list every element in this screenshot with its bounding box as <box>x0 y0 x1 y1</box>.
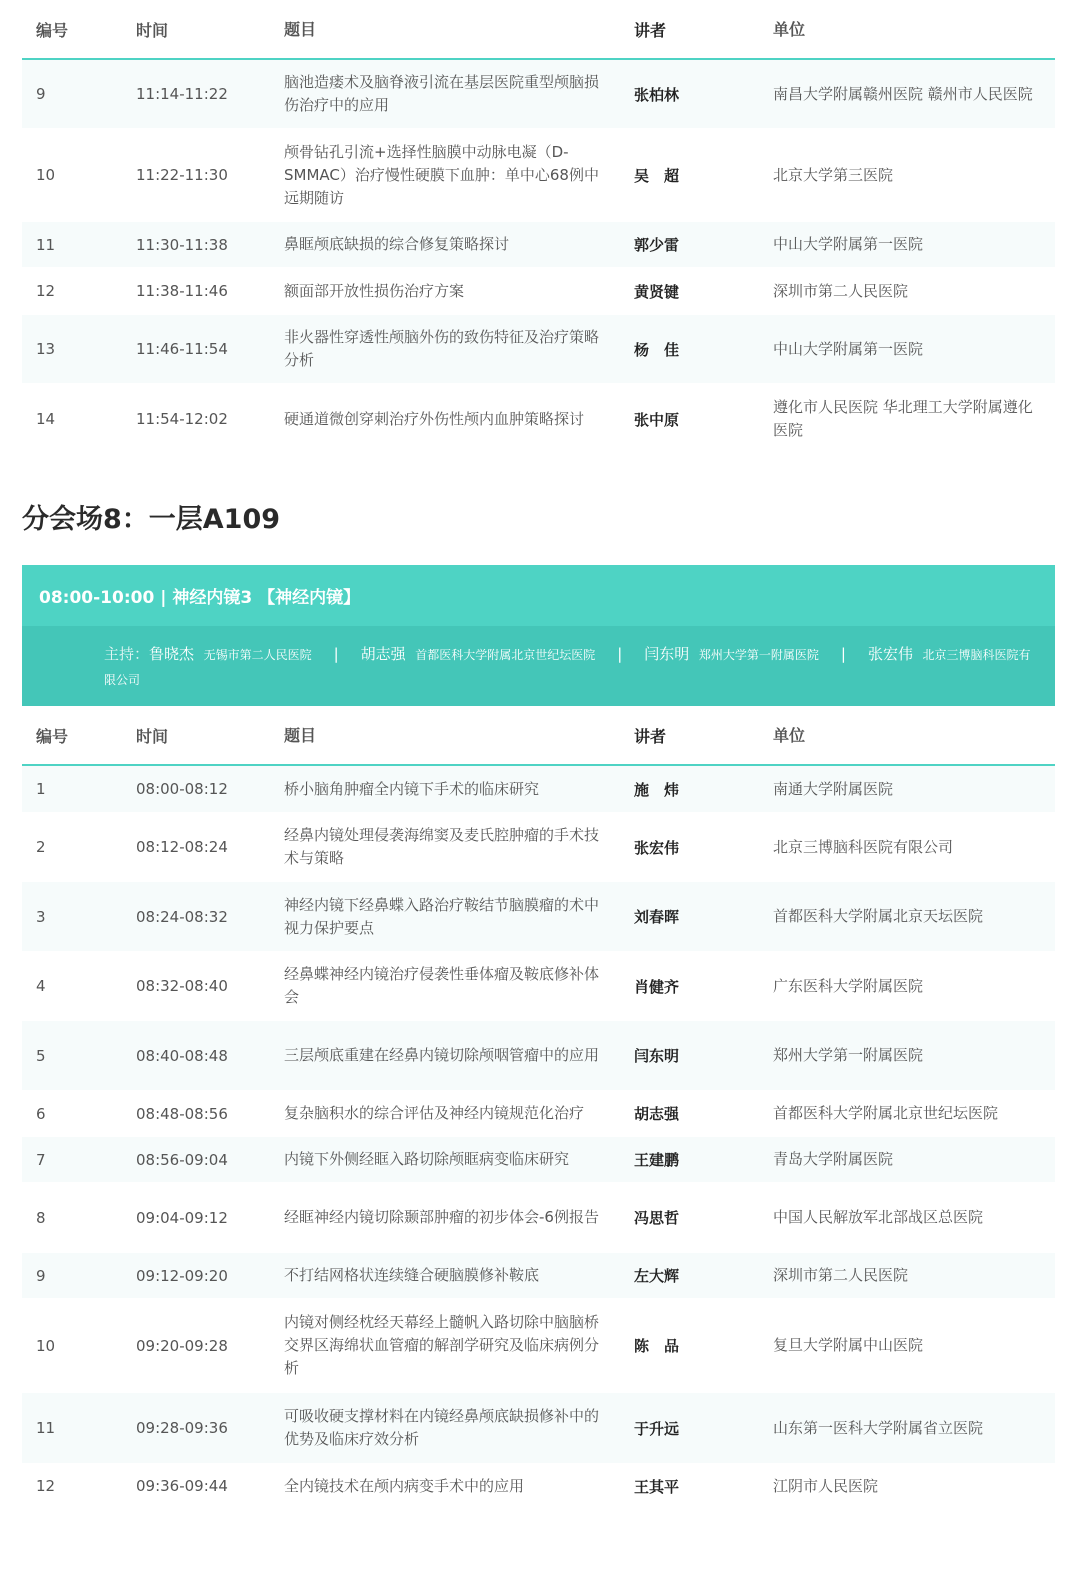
row-org: 南通大学附属医院 <box>773 779 894 798</box>
table-row <box>22 951 1055 1021</box>
row-title: 可吸收硬支撑材料在内镜经鼻颅底缺损修补中的优势及临床疗效分析 <box>284 1407 600 1448</box>
header-org: 单位 <box>773 19 806 39</box>
row-org: 遵化市人民医院 华北理工大学附属遵化医院 <box>773 398 1033 439</box>
row-title: 内镜对侧经枕经天幕经上髓帆入路切除中脑脑桥交界区海绵状血管瘤的解剖学研究及临床病例分析 <box>284 1313 600 1377</box>
table-row <box>22 1090 1055 1137</box>
row-speaker: 刘春晖 <box>634 908 680 926</box>
row-time: 08:56-09:04 <box>136 1150 228 1169</box>
header-title: 题目 <box>284 725 317 745</box>
row-title: 内镜下外侧经眶入路切除颅眶病变临床研究 <box>284 1150 570 1168</box>
row-org: 中山大学附属第一医院 <box>773 339 924 358</box>
row-no: 12 <box>36 282 56 300</box>
row-org: 江阴市人民医院 <box>773 1476 879 1495</box>
host-org: 郑州大学第一附属医院 <box>698 648 819 662</box>
row-title: 神经内镜下经鼻蝶入路治疗鞍结节脑膜瘤的术中视力保护要点 <box>284 895 600 937</box>
row-speaker: 郭少雷 <box>634 236 680 254</box>
header-time: 时间 <box>136 20 169 40</box>
row-speaker: 王建鹏 <box>634 1151 680 1169</box>
row-org: 中山大学附属第一医院 <box>773 235 924 253</box>
row-time: 09:28-09:36 <box>136 1419 228 1437</box>
row-time: 11:22-11:30 <box>136 166 228 184</box>
host-name: 胡志强 <box>360 645 406 663</box>
row-time: 09:20-09:28 <box>136 1336 228 1355</box>
table-row <box>22 222 1055 267</box>
header-speaker: 讲者 <box>634 20 667 40</box>
table-row <box>22 1298 1055 1393</box>
host-org: 无锡市第二人民医院 <box>203 648 312 662</box>
row-speaker: 冯思哲 <box>634 1209 680 1227</box>
table-row <box>22 1137 1055 1182</box>
session-hosts <box>22 626 1055 706</box>
row-org: 深圳市第二人民医院 <box>773 281 909 300</box>
row-title: 硬通道微创穿刺治疗外伤性颅内血肿策略探讨 <box>284 409 585 428</box>
table-row <box>22 882 1055 951</box>
row-time: 08:48-08:56 <box>136 1104 228 1123</box>
row-title: 经眶神经内镜切除颞部肿瘤的初步体会-6例报告 <box>284 1208 599 1226</box>
row-speaker: 于升远 <box>634 1419 680 1438</box>
row-org: 复旦大学附属中山医院 <box>773 1336 924 1354</box>
row-no: 13 <box>36 340 56 358</box>
header-title: 题目 <box>284 19 317 39</box>
session-header: 08:00-10:00 | 神经内镜3 【神经内镜】 <box>22 565 1055 626</box>
section-title: 分会场8：一层A109 <box>22 504 281 535</box>
row-title: 复杂脑积水的综合评估及神经内镜规范化治疗 <box>284 1104 585 1122</box>
row-title: 鼻眶颅底缺损的综合修复策略探讨 <box>284 235 510 253</box>
row-speaker: 黄贤键 <box>634 282 680 301</box>
schedule-table-2 <box>22 706 1055 1509</box>
row-no: 9 <box>36 85 46 103</box>
row-no: 12 <box>36 1477 56 1495</box>
table-row <box>22 315 1055 383</box>
row-title: 全内镜技术在颅内病变手术中的应用 <box>284 1476 525 1495</box>
row-time: 08:12-08:24 <box>136 838 228 856</box>
row-speaker: 杨 佳 <box>634 340 680 359</box>
row-speaker: 张中原 <box>634 410 680 429</box>
row-no: 10 <box>36 166 56 184</box>
row-time: 08:32-08:40 <box>136 977 228 995</box>
row-time: 11:46-11:54 <box>136 340 228 358</box>
header-speaker: 讲者 <box>634 726 667 746</box>
row-time: 08:00-08:12 <box>136 780 228 798</box>
schedule-table-1 <box>22 0 1055 455</box>
table-row <box>22 1393 1055 1463</box>
table-row <box>22 1182 1055 1253</box>
header-no: 编号 <box>36 20 69 40</box>
row-speaker: 胡志强 <box>634 1105 680 1123</box>
row-time: 11:14-11:22 <box>136 85 228 103</box>
row-no: 4 <box>36 977 46 995</box>
row-time: 09:36-09:44 <box>136 1477 228 1495</box>
table-row <box>22 267 1055 315</box>
row-no: 10 <box>36 1336 56 1355</box>
row-speaker: 王其平 <box>634 1477 680 1496</box>
row-speaker: 张柏林 <box>634 85 680 104</box>
row-no: 5 <box>36 1046 46 1065</box>
row-time: 11:54-12:02 <box>136 410 228 428</box>
row-time: 08:24-08:32 <box>136 907 228 926</box>
row-no: 11 <box>36 235 56 254</box>
row-title: 经鼻内镜处理侵袭海绵窦及麦氏腔肿瘤的手术技术与策略 <box>284 826 600 867</box>
row-no: 8 <box>36 1208 46 1227</box>
row-title: 不打结网格状连续缝合硬脑膜修补鞍底 <box>284 1266 540 1284</box>
row-time: 11:30-11:38 <box>136 235 228 254</box>
row-speaker: 陈 品 <box>634 1337 680 1355</box>
row-title: 经鼻蝶神经内镜治疗侵袭性垂体瘤及鞍底修补体会 <box>284 965 600 1006</box>
table-row <box>22 128 1055 222</box>
row-time: 09:04-09:12 <box>136 1208 228 1227</box>
host-org: 首都医科大学附属北京世纪坛医院 <box>415 648 596 662</box>
row-org: 山东第一医科大学附属省立医院 <box>773 1418 984 1437</box>
row-org: 首都医科大学附属北京天坛医院 <box>773 907 984 925</box>
host-name: 闫东明 <box>644 645 690 663</box>
row-speaker: 肖健齐 <box>634 977 680 996</box>
header-time: 时间 <box>136 726 169 746</box>
header-org: 单位 <box>773 725 806 745</box>
table-row <box>22 383 1055 455</box>
row-no: 9 <box>36 1266 46 1285</box>
table-header <box>22 706 1055 766</box>
row-org: 北京三博脑科医院有限公司 <box>773 837 954 856</box>
row-org: 深圳市第二人民医院 <box>773 1266 909 1284</box>
row-time: 09:12-09:20 <box>136 1266 228 1285</box>
row-no: 3 <box>36 907 46 926</box>
table-row <box>22 1021 1055 1090</box>
row-org: 北京大学第三医院 <box>773 165 894 184</box>
host-separator: | <box>333 645 339 663</box>
table-row <box>22 1253 1055 1298</box>
hosts-label: 主持： <box>104 645 150 663</box>
row-org: 青岛大学附属医院 <box>773 1150 894 1168</box>
row-speaker: 闫东明 <box>634 1047 680 1065</box>
table-row <box>22 766 1055 812</box>
row-org: 南昌大学附属赣州医院 赣州市人民医院 <box>773 84 1033 103</box>
table-row <box>22 1463 1055 1509</box>
header-no: 编号 <box>36 726 69 746</box>
row-org: 首都医科大学附属北京世纪坛医院 <box>773 1104 999 1122</box>
host-name: 鲁晓杰 <box>149 645 195 663</box>
row-title: 颅骨钻孔引流+选择性脑膜中动脉电凝（D-SMMAC）治疗慢性硬膜下血肿：单中心68例中远期随访 <box>284 142 599 207</box>
host-separator: | <box>840 645 846 663</box>
table-row <box>22 812 1055 882</box>
row-no: 2 <box>36 838 46 856</box>
table-header <box>22 0 1055 60</box>
row-org: 中国人民解放军北部战区总医院 <box>773 1208 984 1226</box>
row-no: 11 <box>36 1419 56 1437</box>
row-org: 广东医科大学附属医院 <box>773 976 924 995</box>
row-title: 脑池造瘘术及脑脊液引流在基层医院重型颅脑损伤治疗中的应用 <box>284 73 600 114</box>
row-no: 1 <box>36 780 46 798</box>
row-org: 郑州大学第一附属医院 <box>773 1046 924 1064</box>
row-no: 14 <box>36 410 56 428</box>
row-speaker: 左大辉 <box>634 1267 680 1285</box>
row-no: 7 <box>36 1150 46 1169</box>
row-title: 桥小脑角肿瘤全内镜下手术的临床研究 <box>284 779 540 798</box>
row-speaker: 吴 超 <box>634 166 680 185</box>
row-title: 三层颅底重建在经鼻内镜切除颅咽管瘤中的应用 <box>284 1046 600 1064</box>
row-time: 11:38-11:46 <box>136 282 228 300</box>
row-title: 额面部开放性损伤治疗方案 <box>284 281 465 300</box>
row-speaker: 张宏伟 <box>634 838 680 857</box>
row-title: 非火器性穿透性颅脑外伤的致伤特征及治疗策略分析 <box>284 328 600 369</box>
host-separator: | <box>617 645 623 663</box>
table-row <box>22 60 1055 128</box>
row-speaker: 施 炜 <box>634 780 680 799</box>
host-name: 张宏伟 <box>867 645 913 663</box>
row-time: 08:40-08:48 <box>136 1046 228 1065</box>
row-no: 6 <box>36 1104 46 1123</box>
host-org: 北京三博脑科医院有限公司 <box>104 648 1031 687</box>
